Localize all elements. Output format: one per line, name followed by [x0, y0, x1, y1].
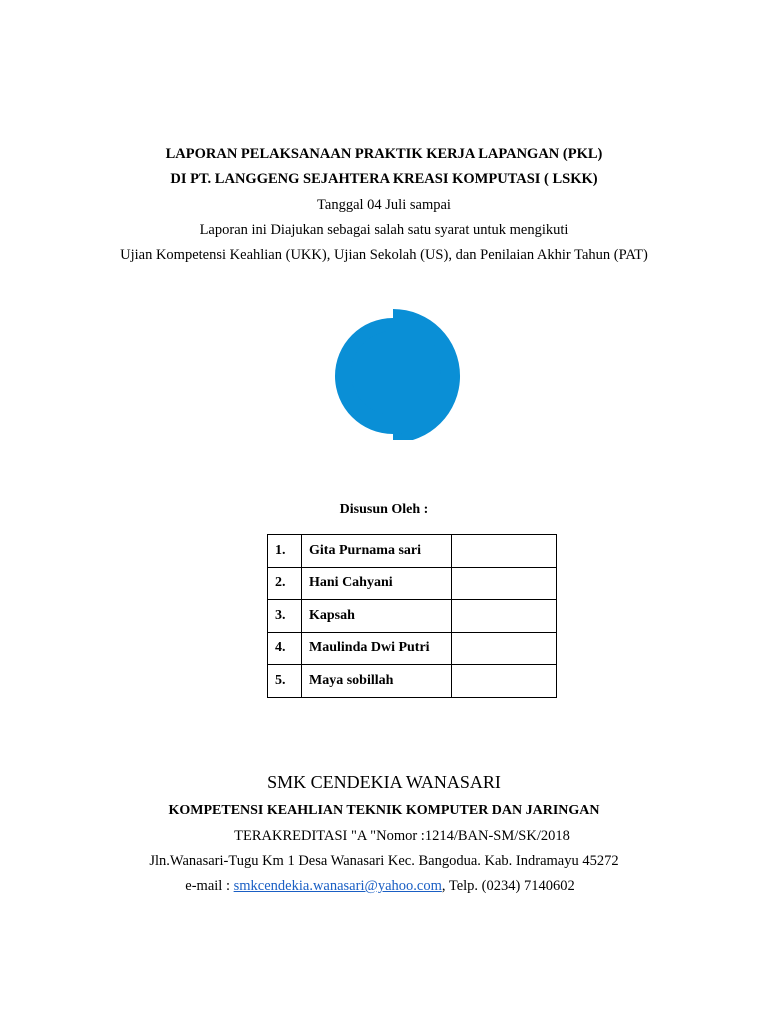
authors-label: Disusun Oleh :: [339, 502, 429, 517]
empty-cell: [452, 567, 557, 600]
school-program: KOMPETENSI KEAHLIAN TEKNIK KOMPUTER DAN JARINGAN: [168, 803, 600, 818]
report-purpose-line-2: Ujian Kompetensi Keahlian (UKK), Ujian Sekolah (US), dan Penilaian Akhir Tahun (PAT): [120, 247, 648, 263]
report-purpose-line-1: Laporan ini Diajukan sebagai salah satu syarat untuk mengikuti: [199, 222, 569, 238]
report-title-line-2: DI PT. LANGGENG SEJAHTERA KREASI KOMPUTASI ( LSKK): [170, 171, 598, 187]
empty-cell: [452, 632, 557, 665]
author-number: 4.: [268, 632, 302, 665]
phone-number: , Telp. (0234) 7140602: [441, 878, 575, 894]
authors-table: [267, 534, 557, 698]
author-number: 5.: [268, 665, 302, 698]
report-date: Tanggal 04 Juli sampai: [317, 197, 451, 213]
empty-cell: [452, 665, 557, 698]
author-name: Hani Cahyani: [302, 567, 452, 600]
school-name: SMK CENDEKIA WANASARI: [267, 772, 501, 792]
empty-cell: [452, 535, 557, 568]
author-number: 1.: [268, 535, 302, 568]
table-row: [268, 567, 557, 600]
table-row: [268, 665, 557, 698]
school-logo-icon: [323, 306, 463, 440]
table-row: [268, 535, 557, 568]
empty-cell: [452, 600, 557, 633]
author-name: Kapsah: [302, 600, 452, 633]
report-title-line-1: LAPORAN PELAKSANAAN PRAKTIK KERJA LAPANGAN (PKL): [165, 146, 603, 162]
author-name: Gita Purnama sari: [302, 535, 452, 568]
author-number: 3.: [268, 600, 302, 633]
email-link[interactable]: smkcendekia.wanasari@yahoo.com: [233, 878, 442, 894]
table-row: [268, 632, 557, 665]
school-contact: [0, 878, 764, 895]
author-name: Maya sobillah: [302, 665, 452, 698]
table-row: [268, 600, 557, 633]
author-name: Maulinda Dwi Putri: [302, 632, 452, 665]
author-number: 2.: [268, 567, 302, 600]
school-accreditation: TERAKREDITASI "A "Nomor :1214/BAN-SM/SK/2018: [234, 828, 570, 844]
email-prefix: e-mail :: [185, 878, 234, 894]
school-address: Jln.Wanasari-Tugu Km 1 Desa Wanasari Kec. Bangodua. Kab. Indramayu 45272: [149, 853, 619, 869]
